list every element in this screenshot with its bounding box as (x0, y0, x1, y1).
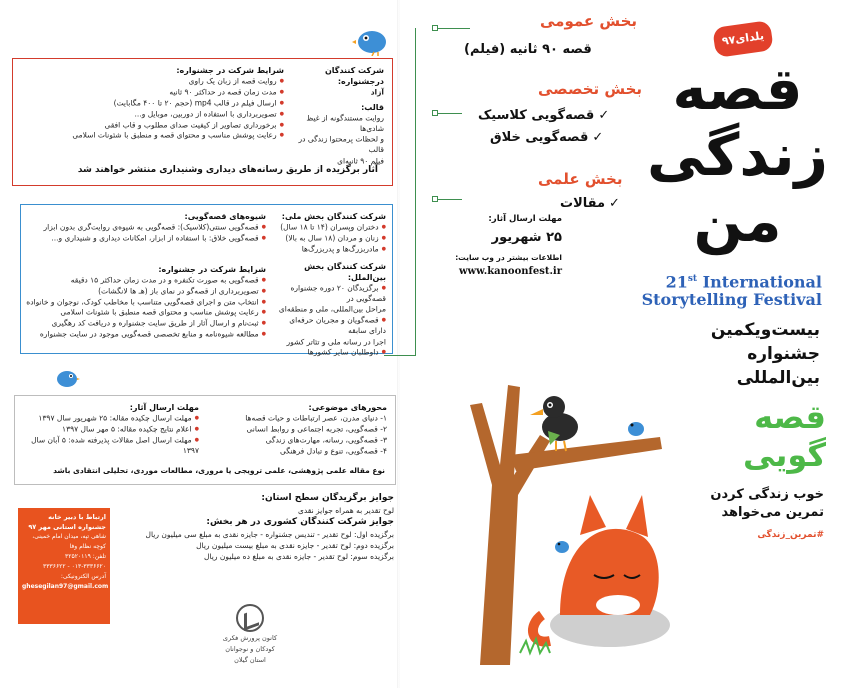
connector-line (438, 28, 470, 29)
special-section-item (478, 108, 609, 123)
festival-logotype (640, 56, 835, 254)
contact-address: شاهی تپه، میدان امام خمینی، کوچه نظام وفا (32, 533, 106, 550)
blue-rule-line: ● انتخاب متن و اجرای قصه‌گویی متناسب با مخاطب کودک، نوجوان و خانواده (26, 297, 266, 308)
contact-email[interactable]: ghesegilan97@gmail.com (22, 583, 109, 590)
storytelling-word (716, 398, 826, 474)
connector-line (415, 28, 416, 356)
check-icon: ✓ (609, 196, 620, 211)
check-icon: ✓ (592, 130, 604, 145)
blue-bird-illustration (352, 24, 392, 56)
topic-line: ۳- قصه‌گویی، رسانه، مهارت‌های زندگی (265, 435, 387, 445)
topics-heading: محورهای موضوعی: (308, 403, 387, 412)
slogan-line: تمرین می‌خواهد (721, 505, 824, 520)
rule-line: ● رعایت پوشش مناسب و محتوای قصه و منطبق با شئونات اسلامی (24, 130, 284, 141)
website-link[interactable]: www.kanoonfest.ir (458, 266, 562, 277)
national-awards-heading: جوایز شرکت کنندگان کشوری در هر بخش: (206, 517, 394, 527)
special-section-item (490, 130, 603, 145)
blue-bird-illustration (52, 366, 80, 390)
logo-text: کانون پرورش فکری (222, 634, 278, 642)
format-line: روایت مستندگونه از غیظ شادی‌ها (306, 113, 384, 133)
festival-slogan (666, 486, 824, 522)
rule-line: ● ارسال فیلم در قالب mp4 (حجم ۲۰ تا ۴۰۰ مگابایت) (24, 98, 284, 109)
format-heading: قالب: (361, 102, 384, 112)
logotype-word: قصه (672, 55, 803, 123)
topic-line: ۲- قصه‌گویی، تجربه اجتماعی و روابط انسانی (246, 424, 387, 434)
special-item-label: قصه‌گویی کلاسیک (478, 108, 595, 123)
connector-line (438, 113, 462, 114)
festival-ordinal: 21 (665, 272, 688, 292)
connector-line (438, 199, 462, 200)
festival-hashtag: #تمرین_زندگی (757, 530, 824, 540)
national-heading: شرکت کنندگان بخش ملی: (281, 212, 386, 221)
format-line: فیلم ۹۰ ثانیه‌ای (337, 156, 384, 166)
national-line: ● زنان و مردان (۱۸ سال به بالا) (274, 233, 386, 244)
participants-column (294, 65, 384, 167)
scientific-item-label: مقالات (560, 196, 606, 211)
article-deadline-line: ● مهلت ارسال چکیده مقاله: ۲۵ شهریور سال ۱۳۹۷ (21, 413, 199, 424)
format-line: و لحظات پرمحتوا زندگی در قالب (298, 134, 384, 155)
special-section-conditions-box (20, 204, 393, 357)
national-award-line: برگزیده سوم: لوح تقدیر - جایزه نقدی به مبلغ ده میلیون ریال (204, 552, 394, 561)
general-section-conditions-box (12, 58, 393, 186)
article-deadline-heading: مهلت ارسال آثار: (129, 403, 199, 412)
website-info-label: اطلاعات بیشتر در وب سایت: (455, 253, 562, 262)
special-section-title: بخش تخصصی (538, 80, 643, 98)
festival-english-line2: Storytelling Festival (641, 290, 822, 310)
topic-line: ۱- دنیای مدرن، عصر ارتباطات و حیات قصه‌ها (245, 413, 387, 423)
general-section-title: بخش عمومی (540, 12, 638, 30)
festival-persian-line: جشنواره (747, 344, 820, 364)
kanoon-logo (218, 604, 282, 664)
yalda-badge: یلدای۹۷ (712, 20, 774, 58)
international-line: اجرا در رسانه ملی و تئاتر کشور (286, 336, 386, 346)
international-line: ● داوطلبان سایر کشورها (274, 347, 386, 358)
rule-line: ● مدت زمان قصه در حداکثر ۹۰ ثانیه (24, 87, 284, 98)
method-line: ● قصه‌گویی خلاق: با استفاده از ابزار، امکانات دیداری و شنیداری و... (26, 233, 266, 244)
contact-phone: تلفن: ۳۲۵۲۰۱۱۹ (65, 553, 106, 560)
national-line: ● دختران وپسران (۱۴ تا ۱۸ سال) (274, 222, 386, 233)
blue-rules-heading: شرایط شرکت در جشنواره: (158, 264, 266, 274)
contact-phone-2: ۰۱۳-۳۳۳۶۶۲۰ - ۳۳۳۶۶۲۲ (43, 563, 106, 570)
article-deadline-line: ● مهلت ارسال اصل مقالات پذیرفته شده: ۵ آبان سال ۱۳۹۷ (21, 435, 199, 456)
logotype-word: زندگی (646, 121, 829, 189)
scientific-section-box (14, 395, 396, 485)
contact-heading: ارتباط با دبیر خانه جشنواره استانی مهر ۹۷ (28, 513, 106, 531)
rule-line: ● روایت قصه از زبان یک راوی (24, 76, 284, 87)
deadline-block (452, 214, 562, 277)
storytelling-word-line: گویی (742, 436, 826, 474)
provincial-awards-heading: جوایز برگزیدگان سطح استان: (261, 493, 394, 503)
international-line: مراحل بین‌المللی، ملی و منطقه‌ای (278, 304, 386, 314)
article-deadline-column (21, 402, 199, 456)
national-award-line: برگزیده اول: لوح تقدیر - تندیس جشنواره - جایزه نقدی به مبلغ سی میلیون ریال (145, 530, 394, 539)
left-page (0, 0, 398, 688)
rules-column (24, 65, 284, 141)
topic-line: ۴- قصه‌گویی، تنوع و تبادل فرهنگی (279, 445, 387, 455)
special-item-label: قصه‌گویی خلاق (490, 130, 589, 145)
participants-value: آزاد (370, 87, 384, 97)
rule-line: ● برخورداری تصاویر از کیفیت صدای مطلوب و قاب افقی (24, 120, 284, 131)
scientific-section-item (560, 196, 620, 211)
method-line: ● قصه‌گویی سنتی(کلاسیک): قصه‌گویی به شیوه‌ی روایت‌گری بدون ابزار (26, 222, 266, 233)
contact-box (18, 508, 110, 624)
logo-text: کودکان و نوجوانان (225, 645, 275, 653)
festival-international: International (702, 272, 822, 292)
international-heading: شرکت کنندگان بخش بین‌الملل: (304, 261, 386, 282)
general-section-item: قصه ۹۰ ثانیه (فیلم) (464, 42, 592, 57)
contact-email-label: آدرس الکترونیکی: (60, 573, 106, 580)
check-icon: ✓ (598, 108, 610, 123)
festival-persian-line: بین‌المللی (736, 368, 820, 388)
international-line: ● قصه‌گویان و مجریان حرفه‌ای دارای سابقه (274, 315, 386, 336)
participants-heading: شرکت کنندگان درجشنواره: (324, 66, 384, 86)
article-deadline-line: ● اعلام نتایج چکیده مقاله: ۵ مهر سال ۱۳۹۷ (21, 424, 199, 435)
awards-section (110, 492, 394, 562)
deadline-label: مهلت ارسال آثار: (488, 214, 562, 224)
national-column (274, 211, 386, 358)
topics-column (209, 402, 387, 457)
methods-heading: شیوه‌های قصه‌گویی: (184, 212, 266, 221)
methods-column (26, 211, 266, 340)
blue-rule-line: ● قصه‌گویی به صورت تکنفره و در مدت زمان حداکثر ۱۵ دقیقه (26, 275, 266, 286)
kanoon-logo-mark (236, 604, 264, 632)
national-award-line: برگزیده دوم: لوح تقدیر - جایزه نقدی به مبلغ بیست میلیون ریال (196, 541, 394, 550)
festival-ordinal-suffix: st (687, 274, 698, 284)
red-box-footer: آثار برگزیده از طریق رسانه‌های دیداری وشنیداری منتشر خواهند شد (77, 165, 378, 175)
blue-rule-line: ● مطالعه شیوه‌نامه و منابع تخصصی قصه‌گویی موجود در سایت جشنواره (26, 329, 266, 340)
blue-rule-line: ● ثبت‌نام و ارسال آثار از طریق سایت جشنواره و دریافت کد رهگیری (26, 318, 266, 329)
festival-english-title (622, 270, 822, 309)
festival-persian-line: بیست‌ویکمین (710, 320, 820, 340)
logo-text: استان گیلان (234, 656, 266, 664)
rule-line: ● تصویربرداری با استفاده از دوربین، موبایل و... (24, 109, 284, 120)
national-line: ● مادربزرگ‌ها و پدربزرگ‌ها (274, 244, 386, 255)
logotype-word: من (693, 187, 782, 255)
deadline-value: ۲۵ شهریور (491, 230, 562, 245)
storytelling-word-line: قصه (754, 398, 826, 436)
blue-rule-line: ● رعایت پوشش مناسب و محتوای قصه منطبق با شئونات اسلامی (26, 307, 266, 318)
slogan-line: خوب زندگی کردن (710, 487, 824, 502)
provincial-awards-line: لوح تقدیر به همراه جوایز نقدی (297, 506, 394, 515)
international-line: ● برگزیدگان ۲۰ دوره جشنواره قصه‌گویی در (274, 283, 386, 304)
rules-heading: شرایط شرکت در جشنواره: (176, 66, 284, 75)
article-types-note: نوع مقاله علمی پژوهشی، علمی ترویجی یا مروری، مطالعات موردی، تحلیلی انتقادی باشد (53, 466, 385, 475)
blue-rule-line: ● تصویربرداری از قصه‌گو در نمای باز (هـ ها لانگشات) (26, 286, 266, 297)
scientific-section-title: بخش علمی (538, 170, 623, 188)
tree-fox-illustration (410, 345, 670, 665)
